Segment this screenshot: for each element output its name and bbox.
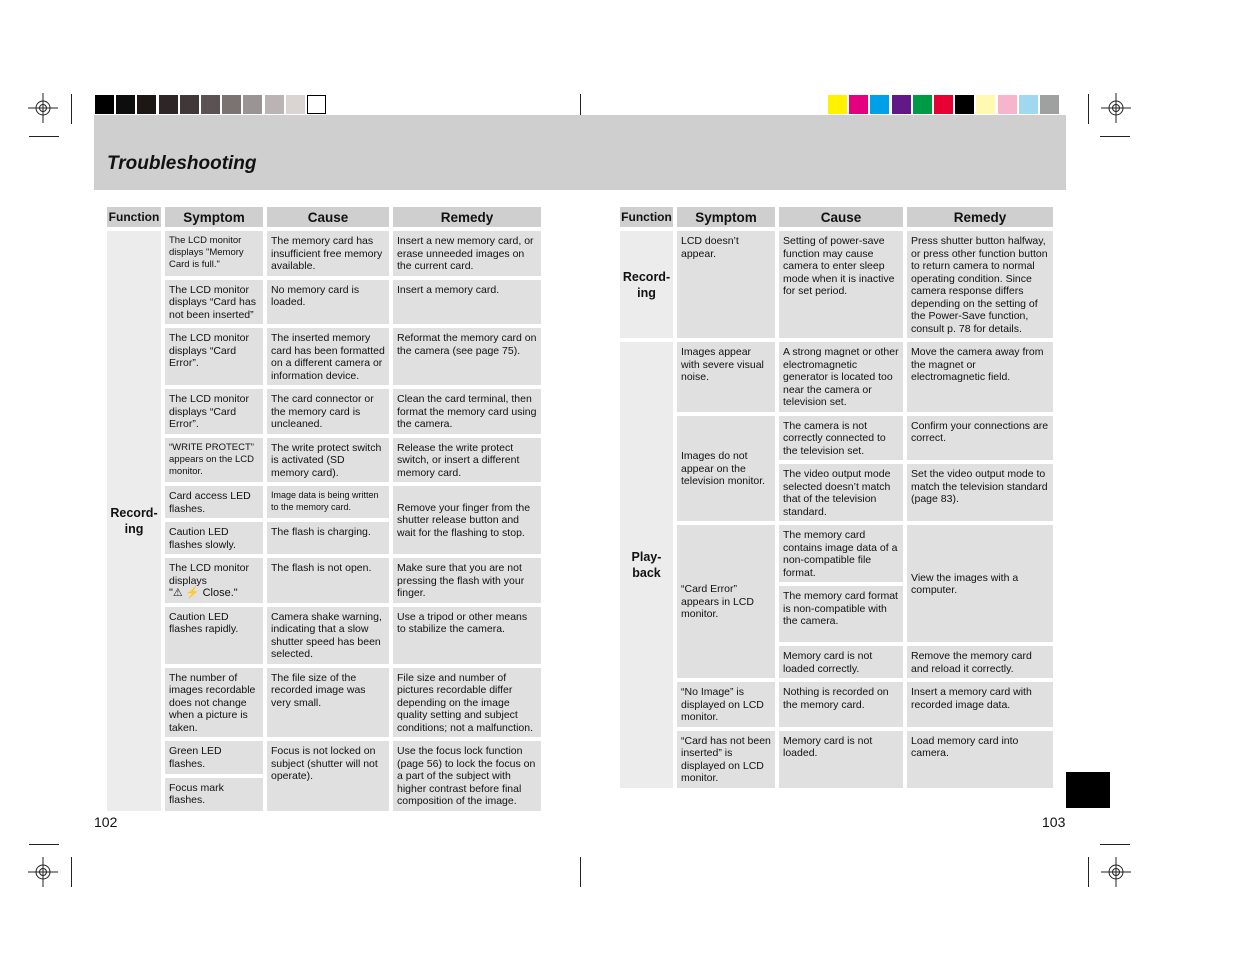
table-row — [107, 389, 541, 434]
left-page-number: 102 — [94, 814, 118, 830]
cause-cell: Memory card is not loaded correctly. — [779, 646, 903, 678]
crop-mark — [1088, 94, 1089, 124]
cause-cell: The flash is charging. — [267, 522, 389, 554]
crop-mark — [1100, 136, 1130, 137]
remedy-header: Remedy — [907, 207, 1053, 227]
cause-cell: A strong magnet or other electromagnetic generator is located too near the camera or television set. — [779, 342, 903, 412]
cause-cell: The card connector or the memory card is uncleaned. — [267, 389, 389, 434]
table-row — [107, 280, 541, 325]
symptom-header: Symptom — [165, 207, 263, 227]
calibration-swatch — [180, 95, 199, 114]
function-header: Function — [107, 207, 161, 227]
calibration-swatch — [998, 95, 1017, 114]
crop-mark — [29, 136, 59, 137]
cause-cell: The flash is not open. — [267, 558, 389, 603]
left-troubleshooting-table — [103, 203, 545, 815]
calibration-swatch — [116, 95, 135, 114]
function-cell: Record- ing — [107, 231, 161, 811]
remedy-cell: Confirm your connections are correct. — [907, 416, 1053, 461]
calibration-swatch — [307, 95, 326, 114]
cause-cell: The memory card has insufficient free memory available. — [267, 231, 389, 276]
symptom-cell: The LCD monitor displays "Memory Card is full." — [165, 231, 263, 276]
cause-header: Cause — [779, 207, 903, 227]
remedy-cell: Insert a memory card with recorded image data. — [907, 682, 1053, 727]
calibration-swatch — [934, 95, 953, 114]
symptom-cell: “Card Error” appears in LCD monitor. — [677, 525, 775, 678]
table-row — [107, 668, 541, 738]
table-row — [620, 416, 1053, 461]
table-header-row — [107, 207, 541, 227]
symptom-cell: Images appear with severe visual noise. — [677, 342, 775, 412]
calibration-swatch — [849, 95, 868, 114]
table-row — [107, 558, 541, 603]
cause-cell: The file size of the recorded image was very small. — [267, 668, 389, 738]
symptom-cell: Caution LED flashes slowly. — [165, 522, 263, 554]
symptom-text: The LCD monitor displays — [169, 562, 249, 587]
remedy-cell: Use a tripod or other means to stabilize the camera. — [393, 607, 541, 664]
symptom-cell: “Card has not been inserted” is displayed on LCD monitor. — [677, 731, 775, 788]
calibration-swatch — [265, 95, 284, 114]
remedy-cell: Clean the card terminal, then format the memory card using the camera. — [393, 389, 541, 434]
calibration-swatch — [137, 95, 156, 114]
calibration-swatch — [976, 95, 995, 114]
symptom-cell: The LCD monitor displays “Card Error”. — [165, 389, 263, 434]
table-row — [620, 682, 1053, 727]
table-row — [107, 231, 541, 276]
calibration-swatch — [222, 95, 241, 114]
remedy-cell: View the images with a computer. — [907, 525, 1053, 642]
flash-warning-text: "⚠ ⚡ Close." — [169, 587, 238, 599]
remedy-cell: Set the video output mode to match the television standard (page 83). — [907, 464, 1053, 521]
calibration-swatch — [913, 95, 932, 114]
cause-cell: Focus is not locked on subject (shutter will not operate). — [267, 741, 389, 811]
symptom-cell: Focus mark flashes. — [165, 778, 263, 811]
symptom-cell: Green LED flashes. — [165, 741, 263, 774]
crop-mark — [71, 857, 72, 887]
table-row — [107, 438, 541, 483]
page-title: Troubleshooting — [107, 153, 257, 174]
cause-cell: Nothing is recorded on the memory card. — [779, 682, 903, 727]
symptom-cell: Images do not appear on the television monitor. — [677, 416, 775, 522]
symptom-cell: The LCD monitor displays “Card has not been inserted” — [165, 280, 263, 325]
calibration-swatch — [159, 95, 178, 114]
cause-cell: Setting of power-save function may cause camera to enter sleep mode when it is inactive for set period. — [779, 231, 903, 338]
remedy-cell: Use the focus lock function (page 56) to lock the focus on a part of the subject with higher contrast before final composition of the image. — [393, 741, 541, 811]
cause-cell: Camera shake warning, indicating that a slow shutter speed has been selected. — [267, 607, 389, 664]
table-row — [107, 607, 541, 664]
table-row — [620, 525, 1053, 582]
symptom-cell: “WRITE PROTECT” appears on the LCD monitor. — [165, 438, 263, 483]
calibration-swatch — [828, 95, 847, 114]
calibration-swatch — [243, 95, 262, 114]
table-row — [107, 741, 541, 774]
symptom-header: Symptom — [677, 207, 775, 227]
table-header-row — [620, 207, 1053, 227]
table-row — [107, 328, 541, 385]
function-cell: Record- ing — [620, 231, 673, 338]
calibration-swatch — [1019, 95, 1038, 114]
remedy-cell: Reformat the memory card on the camera (see page 75). — [393, 328, 541, 385]
calibration-swatch — [955, 95, 974, 114]
remedy-cell: Release the write protect switch, or insert a different memory card. — [393, 438, 541, 483]
calibration-swatch — [870, 95, 889, 114]
symptom-cell: LCD doesn’t appear. — [677, 231, 775, 338]
right-page-number: 103 — [1042, 814, 1066, 830]
registration-mark-icon — [28, 93, 58, 123]
registration-mark-icon — [28, 857, 58, 887]
table-row — [620, 231, 1053, 338]
cause-cell: The memory card format is non-compatible with the camera. — [779, 586, 903, 642]
cause-cell: Image data is being written to the memory card. — [267, 486, 389, 518]
crop-mark — [1100, 844, 1130, 845]
remedy-header: Remedy — [393, 207, 541, 227]
cause-cell: The memory card contains image data of a non-compatible file format. — [779, 525, 903, 582]
remedy-cell: Make sure that you are not pressing the flash with your finger. — [393, 558, 541, 603]
registration-mark-icon — [1101, 857, 1131, 887]
symptom-cell: The number of images recordable does not change when a picture is taken. — [165, 668, 263, 738]
cause-cell: The camera is not correctly connected to the television set. — [779, 416, 903, 461]
symptom-cell: “No Image” is displayed on LCD monitor. — [677, 682, 775, 727]
symptom-cell: Card access LED flashes. — [165, 486, 263, 518]
table-row — [620, 731, 1053, 788]
cause-cell: The video output mode selected doesn’t match that of the television standard. — [779, 464, 903, 521]
remedy-cell: Remove the memory card and reload it correctly. — [907, 646, 1053, 678]
crop-mark — [1088, 857, 1089, 887]
remedy-cell: File size and number of pictures recordable differ depending on the image quality setting and subject conditions; not a malfunction. — [393, 668, 541, 738]
crop-mark — [71, 94, 72, 124]
remedy-cell: Insert a memory card. — [393, 280, 541, 325]
cause-cell: The write protect switch is activated (SD memory card). — [267, 438, 389, 483]
remedy-cell: Insert a new memory card, or erase unneeded images on the current card. — [393, 231, 541, 276]
remedy-cell: Press shutter button halfway, or press other function button to return camera to normal operating condition. Since camera response differs depending on the setting of the Power-Save function, consult p. 78 for details. — [907, 231, 1053, 338]
crop-mark — [29, 844, 59, 845]
calibration-swatch — [201, 95, 220, 114]
table-row — [620, 342, 1053, 412]
calibration-swatch — [95, 95, 114, 114]
calibration-swatch — [286, 95, 305, 114]
calibration-swatch — [892, 95, 911, 114]
table-row — [107, 486, 541, 518]
remedy-cell: Move the camera away from the magnet or electromagnetic field. — [907, 342, 1053, 412]
section-tab — [1066, 772, 1110, 808]
crop-mark — [580, 857, 581, 887]
registration-mark-icon — [1101, 93, 1131, 123]
remedy-cell: Load memory card into camera. — [907, 731, 1053, 788]
function-header: Function — [620, 207, 673, 227]
function-cell: Play- back — [620, 342, 673, 788]
symptom-cell — [165, 558, 263, 603]
cause-cell: The inserted memory card has been formatted on a different camera or information device. — [267, 328, 389, 385]
cause-header: Cause — [267, 207, 389, 227]
cause-cell: Memory card is not loaded. — [779, 731, 903, 788]
symptom-cell: Caution LED flashes rapidly. — [165, 607, 263, 664]
right-troubleshooting-table — [616, 203, 1057, 792]
calibration-swatch — [1040, 95, 1059, 114]
remedy-cell: Remove your finger from the shutter release button and wait for the flashing to stop. — [393, 486, 541, 554]
symptom-cell: The LCD monitor displays “Card Error”. — [165, 328, 263, 385]
cause-cell: No memory card is loaded. — [267, 280, 389, 325]
